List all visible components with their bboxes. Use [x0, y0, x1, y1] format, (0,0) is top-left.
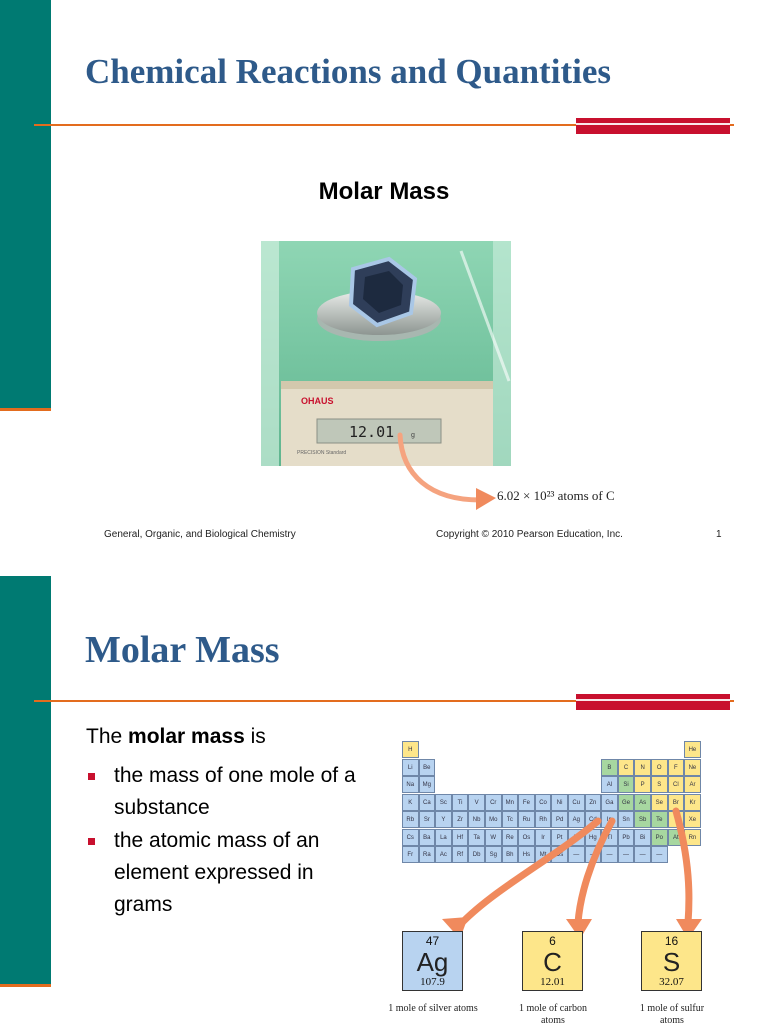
- tile-caption: 1 mole of sulfur atoms: [639, 1003, 705, 1024]
- title-rule-accent: [576, 694, 730, 710]
- periodic-table-cell: F: [668, 759, 685, 776]
- periodic-table-cell: Sg: [485, 846, 502, 863]
- periodic-table-cell: Tl: [601, 829, 618, 846]
- periodic-table-cell: Be: [419, 759, 436, 776]
- slide-subtitle: Molar Mass: [318, 178, 450, 205]
- bullet-item: [86, 760, 376, 824]
- periodic-table-cell: Se: [651, 794, 668, 811]
- lead-prefix: The: [86, 725, 123, 748]
- title-rule-accent: [576, 118, 730, 134]
- periodic-table-cell: Ds: [551, 846, 568, 863]
- periodic-table-cell: Y: [435, 811, 452, 828]
- bullet-text: the mass of one mole of a substance: [114, 764, 356, 819]
- element-tile-ag: [402, 931, 463, 991]
- periodic-table-cell: Ca: [419, 794, 436, 811]
- periodic-table-cell: La: [435, 829, 452, 846]
- periodic-table-cell: W: [485, 829, 502, 846]
- lead-term: molar mass: [128, 725, 245, 748]
- slide-gap: [0, 552, 768, 576]
- periodic-table-cell: Ge: [618, 794, 635, 811]
- bullet-square-icon: [88, 838, 95, 845]
- periodic-table-cell: I: [668, 811, 685, 828]
- periodic-table-cell: P: [634, 776, 651, 793]
- periodic-table-cell: As: [634, 794, 651, 811]
- periodic-table-cell: Na: [402, 776, 419, 793]
- page-number: 1: [716, 529, 722, 540]
- periodic-table-cell: Nb: [468, 811, 485, 828]
- atoms-annotation: 6.02 × 10²³ atoms of C: [497, 488, 615, 503]
- tile-symbol: S: [662, 947, 681, 977]
- periodic-table-cell: Rb: [402, 811, 419, 828]
- slide-title: Molar Mass: [85, 629, 280, 671]
- annotation-arrow: [390, 430, 500, 520]
- periodic-table-cell: Ru: [518, 811, 535, 828]
- periodic-table-cell: Pt: [551, 829, 568, 846]
- periodic-table-cell: K: [402, 794, 419, 811]
- periodic-table-cell: —: [601, 846, 618, 863]
- tile-atomic-number: 47: [425, 934, 440, 948]
- periodic-table-cell: Mo: [485, 811, 502, 828]
- tile-atomic-number: 16: [664, 934, 679, 948]
- periodic-table-cell: Br: [668, 794, 685, 811]
- tile-atomic-number: 6: [549, 934, 556, 948]
- periodic-table-cell: Rn: [684, 829, 701, 846]
- periodic-table-cell: Ag: [568, 811, 585, 828]
- periodic-table-cell: Re: [502, 829, 519, 846]
- periodic-table-cell: Ac: [435, 846, 452, 863]
- periodic-table-cell: Zn: [585, 794, 602, 811]
- periodic-table-cell: Ta: [468, 829, 485, 846]
- tile-caption: 1 mole of carbon atoms: [518, 1003, 588, 1024]
- periodic-table-cell: Zr: [452, 811, 469, 828]
- periodic-table-cell: Sr: [419, 811, 436, 828]
- periodic-table-cell: Cu: [568, 794, 585, 811]
- periodic-table-cell: Ni: [551, 794, 568, 811]
- periodic-table-cell: Mg: [419, 776, 436, 793]
- periodic-table-cell: Mt: [535, 846, 552, 863]
- tile-atomic-mass: 32.07: [659, 976, 684, 988]
- periodic-table-cell: H: [402, 741, 419, 758]
- periodic-table-cell: Ba: [419, 829, 436, 846]
- tile-atomic-mass: 107.9: [420, 976, 445, 988]
- definition-lead: [86, 725, 266, 749]
- periodic-table-cell: Kr: [684, 794, 701, 811]
- periodic-table-cell: —: [568, 846, 585, 863]
- tile-atomic-mass: 12.01: [540, 976, 565, 988]
- periodic-table-cell: Fe: [518, 794, 535, 811]
- periodic-table-cell: —: [651, 846, 668, 863]
- svg-text:g: g: [411, 432, 415, 439]
- periodic-table-cell: Tc: [502, 811, 519, 828]
- periodic-table-cell: Te: [651, 811, 668, 828]
- periodic-table-cell: Cd: [585, 811, 602, 828]
- periodic-table-cell: —: [585, 846, 602, 863]
- periodic-table-cell: He: [684, 741, 701, 758]
- periodic-table-cell: In: [601, 811, 618, 828]
- tile-symbol: Ag: [416, 947, 449, 977]
- periodic-table-cell: B: [601, 759, 618, 776]
- element-tile-c: [522, 931, 583, 991]
- periodic-table-cell: Fr: [402, 846, 419, 863]
- periodic-table-cell: Po: [651, 829, 668, 846]
- periodic-table-cell: Bi: [634, 829, 651, 846]
- periodic-table-cell: Rf: [452, 846, 469, 863]
- balance-brand: OHAUS: [301, 396, 334, 406]
- periodic-table-cell: —: [634, 846, 651, 863]
- lead-suffix: is: [250, 725, 266, 748]
- periodic-table-cell: Ga: [601, 794, 618, 811]
- periodic-table-cell: Sc: [435, 794, 452, 811]
- periodic-table-cell: C: [618, 759, 635, 776]
- bullet-item: [86, 825, 376, 921]
- teal-sidebar: [0, 576, 51, 984]
- periodic-table-cell: Ra: [419, 846, 436, 863]
- svg-text:PRECISION Standard: PRECISION Standard: [297, 450, 347, 456]
- periodic-table-cell: Rh: [535, 811, 552, 828]
- periodic-table-cell: Ar: [684, 776, 701, 793]
- balance-reading: 12.01: [349, 423, 395, 441]
- periodic-table-cell: N: [634, 759, 651, 776]
- periodic-table-cell: Cl: [668, 776, 685, 793]
- periodic-table-cell: O: [651, 759, 668, 776]
- periodic-table-cell: Hg: [585, 829, 602, 846]
- element-tile-s: [641, 931, 702, 991]
- periodic-table-cell: Sb: [634, 811, 651, 828]
- periodic-table-cell: Co: [535, 794, 552, 811]
- periodic-table-cell: Db: [468, 846, 485, 863]
- periodic-table-cell: Cs: [402, 829, 419, 846]
- periodic-table-cell: Bh: [502, 846, 519, 863]
- element-arrows: [430, 801, 720, 941]
- periodic-table-cell: Ti: [452, 794, 469, 811]
- periodic-table-cell: Cr: [485, 794, 502, 811]
- footer-course: General, Organic, and Biological Chemistry: [104, 529, 296, 540]
- bullet-text: the atomic mass of an element expressed in grams: [114, 829, 320, 916]
- periodic-table-cell: Sn: [618, 811, 635, 828]
- periodic-table-cell: Mn: [502, 794, 519, 811]
- periodic-table-cell: Pd: [551, 811, 568, 828]
- bullet-square-icon: [88, 773, 95, 780]
- periodic-table-cell: Xe: [684, 811, 701, 828]
- periodic-table-cell: Pb: [618, 829, 635, 846]
- sidebar-accent: [0, 984, 51, 987]
- slide-title: Chemical Reactions and Quantities: [85, 52, 611, 91]
- periodic-table-cell: At: [668, 829, 685, 846]
- periodic-table-cell: Ir: [535, 829, 552, 846]
- periodic-table-cell: V: [468, 794, 485, 811]
- periodic-table-cell: S: [651, 776, 668, 793]
- periodic-table-cell: Si: [618, 776, 635, 793]
- periodic-table-cell: Au: [568, 829, 585, 846]
- periodic-table-cell: Ne: [684, 759, 701, 776]
- footer-copyright: Copyright © 2010 Pearson Education, Inc.: [436, 529, 623, 540]
- tile-caption: 1 mole of silver atoms: [388, 1003, 478, 1014]
- tile-symbol: C: [543, 947, 562, 977]
- periodic-table-cell: —: [618, 846, 635, 863]
- sidebar-accent: [0, 408, 51, 411]
- periodic-table-cell: Li: [402, 759, 419, 776]
- periodic-table-cell: Hf: [452, 829, 469, 846]
- periodic-table-cell: Os: [518, 829, 535, 846]
- periodic-table-cell: Al: [601, 776, 618, 793]
- periodic-table-cell: Hs: [518, 846, 535, 863]
- slide-2: [0, 576, 768, 1024]
